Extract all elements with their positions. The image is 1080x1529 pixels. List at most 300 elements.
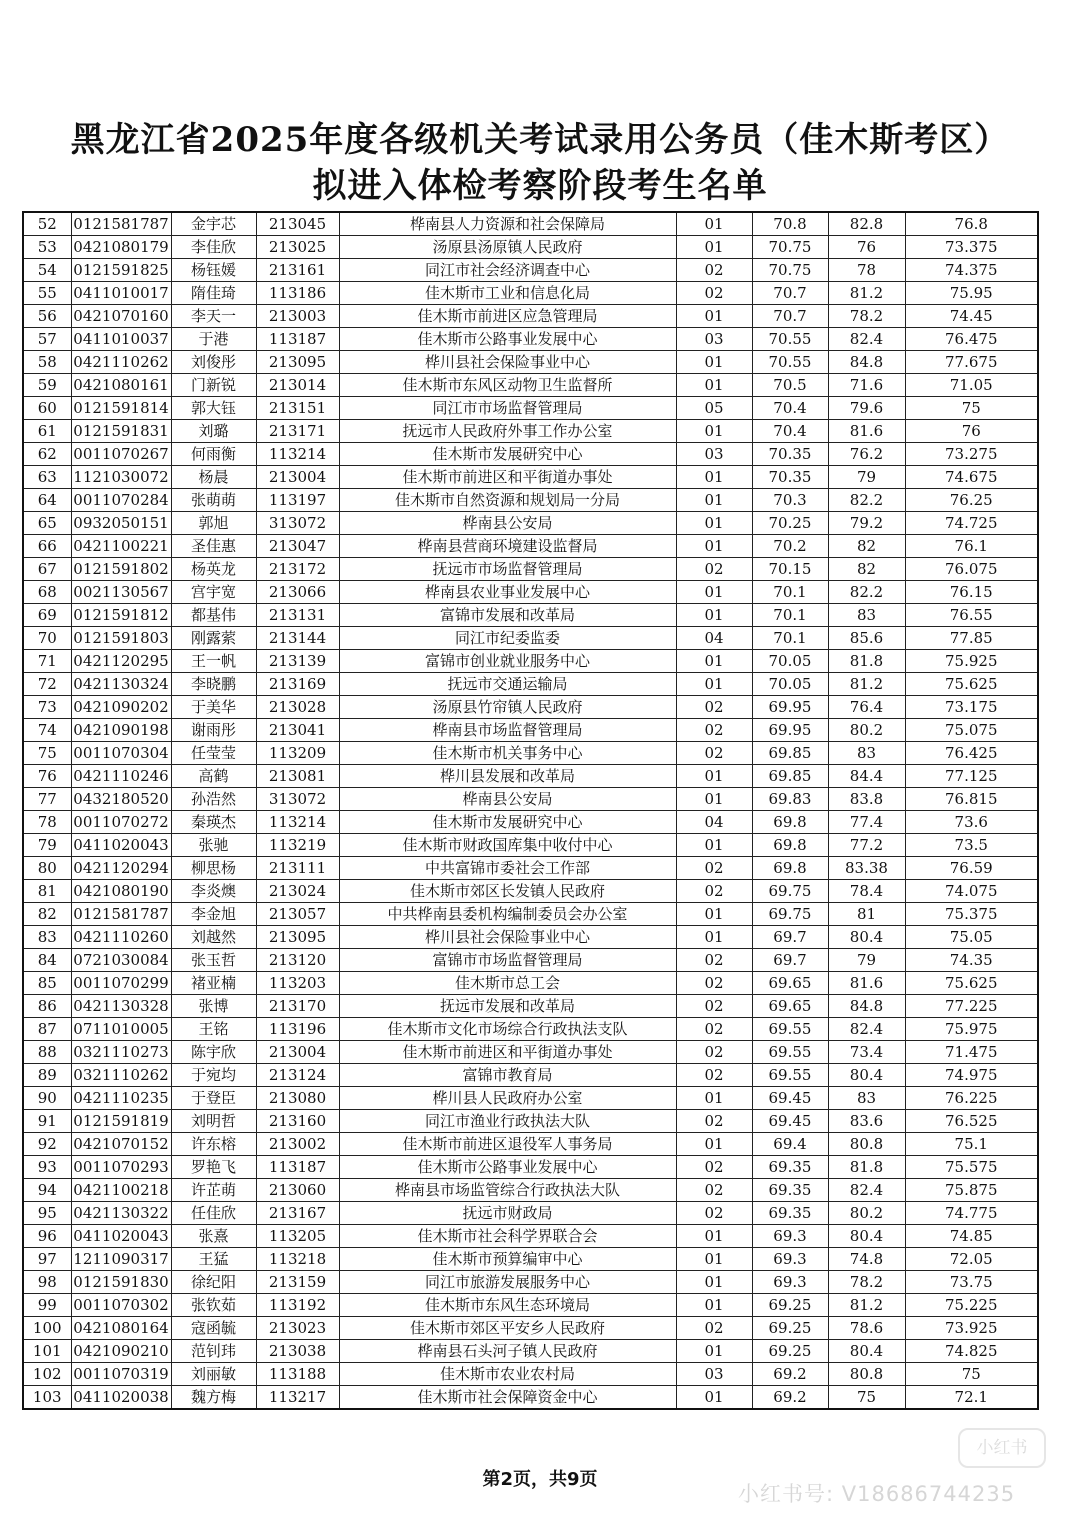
written-score: 70.1 <box>752 627 828 650</box>
candidate-name: 范钊玮 <box>171 1340 256 1363</box>
employer: 桦南县公安局 <box>339 512 676 535</box>
total-score: 74.075 <box>905 880 1038 903</box>
employer: 桦川县社会保险事业中心 <box>339 926 676 949</box>
employer: 抚远市市场监督管理局 <box>339 558 676 581</box>
table-row <box>23 1202 1038 1225</box>
candidate-name: 刘丽敏 <box>171 1363 256 1386</box>
employer: 佳木斯市社会科学界联合会 <box>339 1225 676 1248</box>
table-row <box>23 535 1038 558</box>
total-score: 76.425 <box>905 742 1038 765</box>
total-score: 73.75 <box>905 1271 1038 1294</box>
employer: 抚远市人民政府外事工作办公室 <box>339 420 676 443</box>
employer: 佳木斯市农业农村局 <box>339 1363 676 1386</box>
table-row <box>23 1317 1038 1340</box>
written-score: 70.8 <box>752 212 828 236</box>
table-row <box>23 305 1038 328</box>
employer: 同江市纪委监委 <box>339 627 676 650</box>
written-score: 70.3 <box>752 489 828 512</box>
total-score: 74.725 <box>905 512 1038 535</box>
position-code: 113218 <box>256 1248 339 1271</box>
page-title-line1: 黑龙江省2025年度各级机关考试录用公务员（佳木斯考区） <box>70 120 1010 160</box>
row-number: 91 <box>23 1110 71 1133</box>
total-score: 74.375 <box>905 259 1038 282</box>
interview-score: 77.2 <box>828 834 905 857</box>
row-number: 71 <box>23 650 71 673</box>
interview-score: 84.4 <box>828 765 905 788</box>
total-score: 76.25 <box>905 489 1038 512</box>
table-row <box>23 650 1038 673</box>
exam-id: 0121591803 <box>71 627 171 650</box>
employer: 桦南县石头河子镇人民政府 <box>339 1340 676 1363</box>
employer: 佳木斯市总工会 <box>339 972 676 995</box>
table-row <box>23 1271 1038 1294</box>
exam-id: 0421070152 <box>71 1133 171 1156</box>
employer: 佳木斯市公路事业发展中心 <box>339 328 676 351</box>
interview-score: 81.8 <box>828 1156 905 1179</box>
candidate-table <box>22 211 1039 1410</box>
table-row <box>23 972 1038 995</box>
exam-id: 0932050151 <box>71 512 171 535</box>
candidate-name: 陈宇欣 <box>171 1041 256 1064</box>
total-score: 75.075 <box>905 719 1038 742</box>
candidate-name: 李炎燠 <box>171 880 256 903</box>
exam-id: 0421080164 <box>71 1317 171 1340</box>
table-row <box>23 1018 1038 1041</box>
written-score: 69.7 <box>752 926 828 949</box>
exam-id: 0121591831 <box>71 420 171 443</box>
exam-id: 0121591830 <box>71 1271 171 1294</box>
interview-score: 76 <box>828 236 905 259</box>
written-score: 69.7 <box>752 949 828 972</box>
position-rank: 01 <box>676 673 752 696</box>
written-score: 69.8 <box>752 834 828 857</box>
candidate-name: 郭旭 <box>171 512 256 535</box>
position-rank: 01 <box>676 512 752 535</box>
table-row <box>23 581 1038 604</box>
interview-score: 79.2 <box>828 512 905 535</box>
written-score: 70.75 <box>752 259 828 282</box>
interview-score: 73.4 <box>828 1041 905 1064</box>
table-row <box>23 1340 1038 1363</box>
written-score: 69.95 <box>752 719 828 742</box>
written-score: 70.5 <box>752 374 828 397</box>
position-rank: 01 <box>676 765 752 788</box>
employer: 佳木斯市郊区长发镇人民政府 <box>339 880 676 903</box>
written-score: 69.75 <box>752 903 828 926</box>
total-score: 75.225 <box>905 1294 1038 1317</box>
exam-id: 0421090198 <box>71 719 171 742</box>
written-score: 70.05 <box>752 673 828 696</box>
candidate-name: 任莹莹 <box>171 742 256 765</box>
position-rank: 03 <box>676 1363 752 1386</box>
interview-score: 82.4 <box>828 328 905 351</box>
table-row <box>23 351 1038 374</box>
written-score: 69.3 <box>752 1248 828 1271</box>
position-code: 213004 <box>256 466 339 489</box>
exam-id: 0121581787 <box>71 212 171 236</box>
position-code: 313072 <box>256 788 339 811</box>
total-score: 77.125 <box>905 765 1038 788</box>
written-score: 69.3 <box>752 1225 828 1248</box>
total-score: 73.375 <box>905 236 1038 259</box>
total-score: 75.375 <box>905 903 1038 926</box>
total-score: 76.475 <box>905 328 1038 351</box>
row-number: 94 <box>23 1179 71 1202</box>
total-score: 76.55 <box>905 604 1038 627</box>
row-number: 101 <box>23 1340 71 1363</box>
table-row <box>23 811 1038 834</box>
position-code: 213170 <box>256 995 339 1018</box>
table-row <box>23 328 1038 351</box>
total-score: 76.075 <box>905 558 1038 581</box>
interview-score: 81.2 <box>828 1294 905 1317</box>
employer: 桦南县公安局 <box>339 788 676 811</box>
position-rank: 05 <box>676 397 752 420</box>
table-row <box>23 259 1038 282</box>
row-number: 93 <box>23 1156 71 1179</box>
written-score: 69.25 <box>752 1340 828 1363</box>
written-score: 69.25 <box>752 1294 828 1317</box>
candidate-name: 魏方梅 <box>171 1386 256 1410</box>
interview-score: 80.4 <box>828 926 905 949</box>
interview-score: 80.4 <box>828 1225 905 1248</box>
position-code: 213045 <box>256 212 339 236</box>
row-number: 74 <box>23 719 71 742</box>
position-code: 213167 <box>256 1202 339 1225</box>
employer: 富锦市市场监督管理局 <box>339 949 676 972</box>
position-code: 113192 <box>256 1294 339 1317</box>
position-code: 213004 <box>256 1041 339 1064</box>
position-rank: 01 <box>676 834 752 857</box>
exam-id: 0121591802 <box>71 558 171 581</box>
interview-score: 80.8 <box>828 1363 905 1386</box>
written-score: 70.75 <box>752 236 828 259</box>
position-code: 113188 <box>256 1363 339 1386</box>
position-code: 213024 <box>256 880 339 903</box>
position-code: 213057 <box>256 903 339 926</box>
exam-id: 0421110235 <box>71 1087 171 1110</box>
row-number: 75 <box>23 742 71 765</box>
candidate-name: 郭大钰 <box>171 397 256 420</box>
exam-id: 0121591819 <box>71 1110 171 1133</box>
row-number: 61 <box>23 420 71 443</box>
row-number: 55 <box>23 282 71 305</box>
row-number: 54 <box>23 259 71 282</box>
row-number: 79 <box>23 834 71 857</box>
position-code: 213047 <box>256 535 339 558</box>
position-rank: 01 <box>676 581 752 604</box>
table-row <box>23 880 1038 903</box>
interview-score: 82.4 <box>828 1018 905 1041</box>
row-number: 87 <box>23 1018 71 1041</box>
table-row <box>23 742 1038 765</box>
position-rank: 01 <box>676 1294 752 1317</box>
employer: 抚远市财政局 <box>339 1202 676 1225</box>
total-score: 74.975 <box>905 1064 1038 1087</box>
exam-id: 0411020043 <box>71 834 171 857</box>
row-number: 56 <box>23 305 71 328</box>
row-number: 78 <box>23 811 71 834</box>
position-code: 113205 <box>256 1225 339 1248</box>
position-rank: 01 <box>676 236 752 259</box>
total-score: 76.1 <box>905 535 1038 558</box>
interview-score: 77.4 <box>828 811 905 834</box>
row-number: 59 <box>23 374 71 397</box>
total-score: 74.675 <box>905 466 1038 489</box>
exam-id: 0421130324 <box>71 673 171 696</box>
row-number: 70 <box>23 627 71 650</box>
total-score: 75.575 <box>905 1156 1038 1179</box>
total-score: 75.625 <box>905 972 1038 995</box>
interview-score: 80.2 <box>828 1202 905 1225</box>
row-number: 72 <box>23 673 71 696</box>
table-row <box>23 788 1038 811</box>
position-code: 213038 <box>256 1340 339 1363</box>
written-score: 69.35 <box>752 1156 828 1179</box>
interview-score: 81.2 <box>828 282 905 305</box>
exam-id: 0421080190 <box>71 880 171 903</box>
employer: 佳木斯市机关事务中心 <box>339 742 676 765</box>
written-score: 69.85 <box>752 765 828 788</box>
employer: 桦南县农业事业发展中心 <box>339 581 676 604</box>
exam-id: 0411010037 <box>71 328 171 351</box>
row-number: 65 <box>23 512 71 535</box>
exam-id: 1121030072 <box>71 466 171 489</box>
written-score: 69.45 <box>752 1087 828 1110</box>
table-row <box>23 1110 1038 1133</box>
interview-score: 80.8 <box>828 1133 905 1156</box>
position-rank: 01 <box>676 1225 752 1248</box>
position-rank: 02 <box>676 995 752 1018</box>
candidate-name: 刘越然 <box>171 926 256 949</box>
written-score: 69.75 <box>752 880 828 903</box>
table-row <box>23 1363 1038 1386</box>
candidate-name: 谢雨彤 <box>171 719 256 742</box>
position-code: 213028 <box>256 696 339 719</box>
interview-score: 84.8 <box>828 995 905 1018</box>
table-row <box>23 719 1038 742</box>
position-code: 213080 <box>256 1087 339 1110</box>
position-rank: 03 <box>676 328 752 351</box>
total-score: 71.05 <box>905 374 1038 397</box>
candidate-name: 隋佳琦 <box>171 282 256 305</box>
candidate-name: 宫宇宽 <box>171 581 256 604</box>
row-number: 64 <box>23 489 71 512</box>
table-row <box>23 1225 1038 1248</box>
table-row <box>23 696 1038 719</box>
interview-score: 83.8 <box>828 788 905 811</box>
row-number: 90 <box>23 1087 71 1110</box>
candidate-name: 许东榕 <box>171 1133 256 1156</box>
interview-score: 78 <box>828 259 905 282</box>
employer: 佳木斯市文化市场综合行政执法支队 <box>339 1018 676 1041</box>
row-number: 86 <box>23 995 71 1018</box>
exam-id: 0421130328 <box>71 995 171 1018</box>
row-number: 53 <box>23 236 71 259</box>
interview-score: 83.6 <box>828 1110 905 1133</box>
total-score: 73.925 <box>905 1317 1038 1340</box>
employer: 桦南县人力资源和社会保障局 <box>339 212 676 236</box>
employer: 佳木斯市公路事业发展中心 <box>339 1156 676 1179</box>
candidate-name: 王铭 <box>171 1018 256 1041</box>
position-code: 113217 <box>256 1386 339 1410</box>
employer: 富锦市创业就业服务中心 <box>339 650 676 673</box>
table-row <box>23 627 1038 650</box>
position-rank: 02 <box>676 880 752 903</box>
total-score: 75 <box>905 397 1038 420</box>
employer: 佳木斯市发展研究中心 <box>339 443 676 466</box>
row-number: 58 <box>23 351 71 374</box>
interview-score: 80.4 <box>828 1340 905 1363</box>
employer: 桦川县发展和改革局 <box>339 765 676 788</box>
position-code: 213144 <box>256 627 339 650</box>
position-code: 213124 <box>256 1064 339 1087</box>
candidate-name: 高鹤 <box>171 765 256 788</box>
exam-id: 0121591814 <box>71 397 171 420</box>
candidate-name: 李佳欣 <box>171 236 256 259</box>
position-code: 213172 <box>256 558 339 581</box>
row-number: 63 <box>23 466 71 489</box>
table-row <box>23 512 1038 535</box>
position-rank: 01 <box>676 1271 752 1294</box>
candidate-name: 张玉哲 <box>171 949 256 972</box>
table-row <box>23 1386 1038 1410</box>
candidate-name: 都基伟 <box>171 604 256 627</box>
candidate-name: 张萌萌 <box>171 489 256 512</box>
position-code: 213081 <box>256 765 339 788</box>
candidate-name: 于登臣 <box>171 1087 256 1110</box>
total-score: 76.815 <box>905 788 1038 811</box>
interview-score: 81.6 <box>828 972 905 995</box>
employer: 同江市旅游发展服务中心 <box>339 1271 676 1294</box>
employer: 佳木斯市前进区应急管理局 <box>339 305 676 328</box>
total-score: 75.625 <box>905 673 1038 696</box>
table-row <box>23 857 1038 880</box>
position-rank: 01 <box>676 1248 752 1271</box>
written-score: 70.1 <box>752 581 828 604</box>
table-row <box>23 673 1038 696</box>
position-code: 213095 <box>256 926 339 949</box>
interview-score: 81.6 <box>828 420 905 443</box>
row-number: 88 <box>23 1041 71 1064</box>
exam-id: 0421130322 <box>71 1202 171 1225</box>
position-code: 113214 <box>256 811 339 834</box>
interview-score: 83 <box>828 1087 905 1110</box>
candidate-name: 李天一 <box>171 305 256 328</box>
table-row <box>23 1248 1038 1271</box>
written-score: 69.2 <box>752 1386 828 1410</box>
position-rank: 01 <box>676 212 752 236</box>
position-code: 113196 <box>256 1018 339 1041</box>
row-number: 68 <box>23 581 71 604</box>
candidate-name: 许芷萌 <box>171 1179 256 1202</box>
total-score: 77.85 <box>905 627 1038 650</box>
interview-score: 82.4 <box>828 1179 905 1202</box>
position-rank: 01 <box>676 351 752 374</box>
row-number: 103 <box>23 1386 71 1410</box>
exam-id: 0432180520 <box>71 788 171 811</box>
position-rank: 01 <box>676 374 752 397</box>
interview-score: 82 <box>828 558 905 581</box>
table-row <box>23 489 1038 512</box>
employer: 中共桦南县委机构编制委员会办公室 <box>339 903 676 926</box>
candidate-name: 张钦茹 <box>171 1294 256 1317</box>
exam-id: 0421100221 <box>71 535 171 558</box>
position-code: 213161 <box>256 259 339 282</box>
candidate-name: 杨钰媛 <box>171 259 256 282</box>
interview-score: 78.2 <box>828 1271 905 1294</box>
interview-score: 75 <box>828 1386 905 1410</box>
exam-id: 0011070293 <box>71 1156 171 1179</box>
candidate-name: 于港 <box>171 328 256 351</box>
position-code: 213111 <box>256 857 339 880</box>
exam-id: 0421100218 <box>71 1179 171 1202</box>
total-score: 72.1 <box>905 1386 1038 1410</box>
total-score: 76.8 <box>905 212 1038 236</box>
row-number: 62 <box>23 443 71 466</box>
position-rank: 01 <box>676 903 752 926</box>
written-score: 70.4 <box>752 420 828 443</box>
total-score: 75.925 <box>905 650 1038 673</box>
total-score: 74.825 <box>905 1340 1038 1363</box>
row-number: 69 <box>23 604 71 627</box>
total-score: 73.275 <box>905 443 1038 466</box>
position-code: 213060 <box>256 1179 339 1202</box>
total-score: 76.225 <box>905 1087 1038 1110</box>
written-score: 69.55 <box>752 1064 828 1087</box>
written-score: 69.2 <box>752 1363 828 1386</box>
written-score: 70.4 <box>752 397 828 420</box>
position-rank: 01 <box>676 466 752 489</box>
row-number: 89 <box>23 1064 71 1087</box>
total-score: 77.225 <box>905 995 1038 1018</box>
position-rank: 02 <box>676 719 752 742</box>
table-row <box>23 1179 1038 1202</box>
table-row <box>23 1156 1038 1179</box>
written-score: 70.05 <box>752 650 828 673</box>
employer: 富锦市教育局 <box>339 1064 676 1087</box>
interview-score: 79 <box>828 949 905 972</box>
row-number: 60 <box>23 397 71 420</box>
candidate-name: 杨晨 <box>171 466 256 489</box>
written-score: 70.1 <box>752 604 828 627</box>
position-code: 113186 <box>256 282 339 305</box>
total-score: 75.875 <box>905 1179 1038 1202</box>
position-rank: 01 <box>676 420 752 443</box>
row-number: 85 <box>23 972 71 995</box>
exam-id: 0421120294 <box>71 857 171 880</box>
written-score: 69.4 <box>752 1133 828 1156</box>
position-code: 113214 <box>256 443 339 466</box>
exam-id: 0011070284 <box>71 489 171 512</box>
table-row <box>23 903 1038 926</box>
written-score: 70.7 <box>752 305 828 328</box>
position-code: 213002 <box>256 1133 339 1156</box>
exam-id: 0011070272 <box>71 811 171 834</box>
employer: 中共富锦市委社会工作部 <box>339 857 676 880</box>
total-score: 73.5 <box>905 834 1038 857</box>
written-score: 69.35 <box>752 1179 828 1202</box>
total-score: 75 <box>905 1363 1038 1386</box>
total-score: 76.59 <box>905 857 1038 880</box>
exam-id: 0011070302 <box>71 1294 171 1317</box>
interview-score: 82.2 <box>828 581 905 604</box>
candidate-name: 李晓鹏 <box>171 673 256 696</box>
total-score: 74.775 <box>905 1202 1038 1225</box>
employer: 汤原县竹帘镇人民政府 <box>339 696 676 719</box>
written-score: 69.35 <box>752 1202 828 1225</box>
position-code: 113197 <box>256 489 339 512</box>
